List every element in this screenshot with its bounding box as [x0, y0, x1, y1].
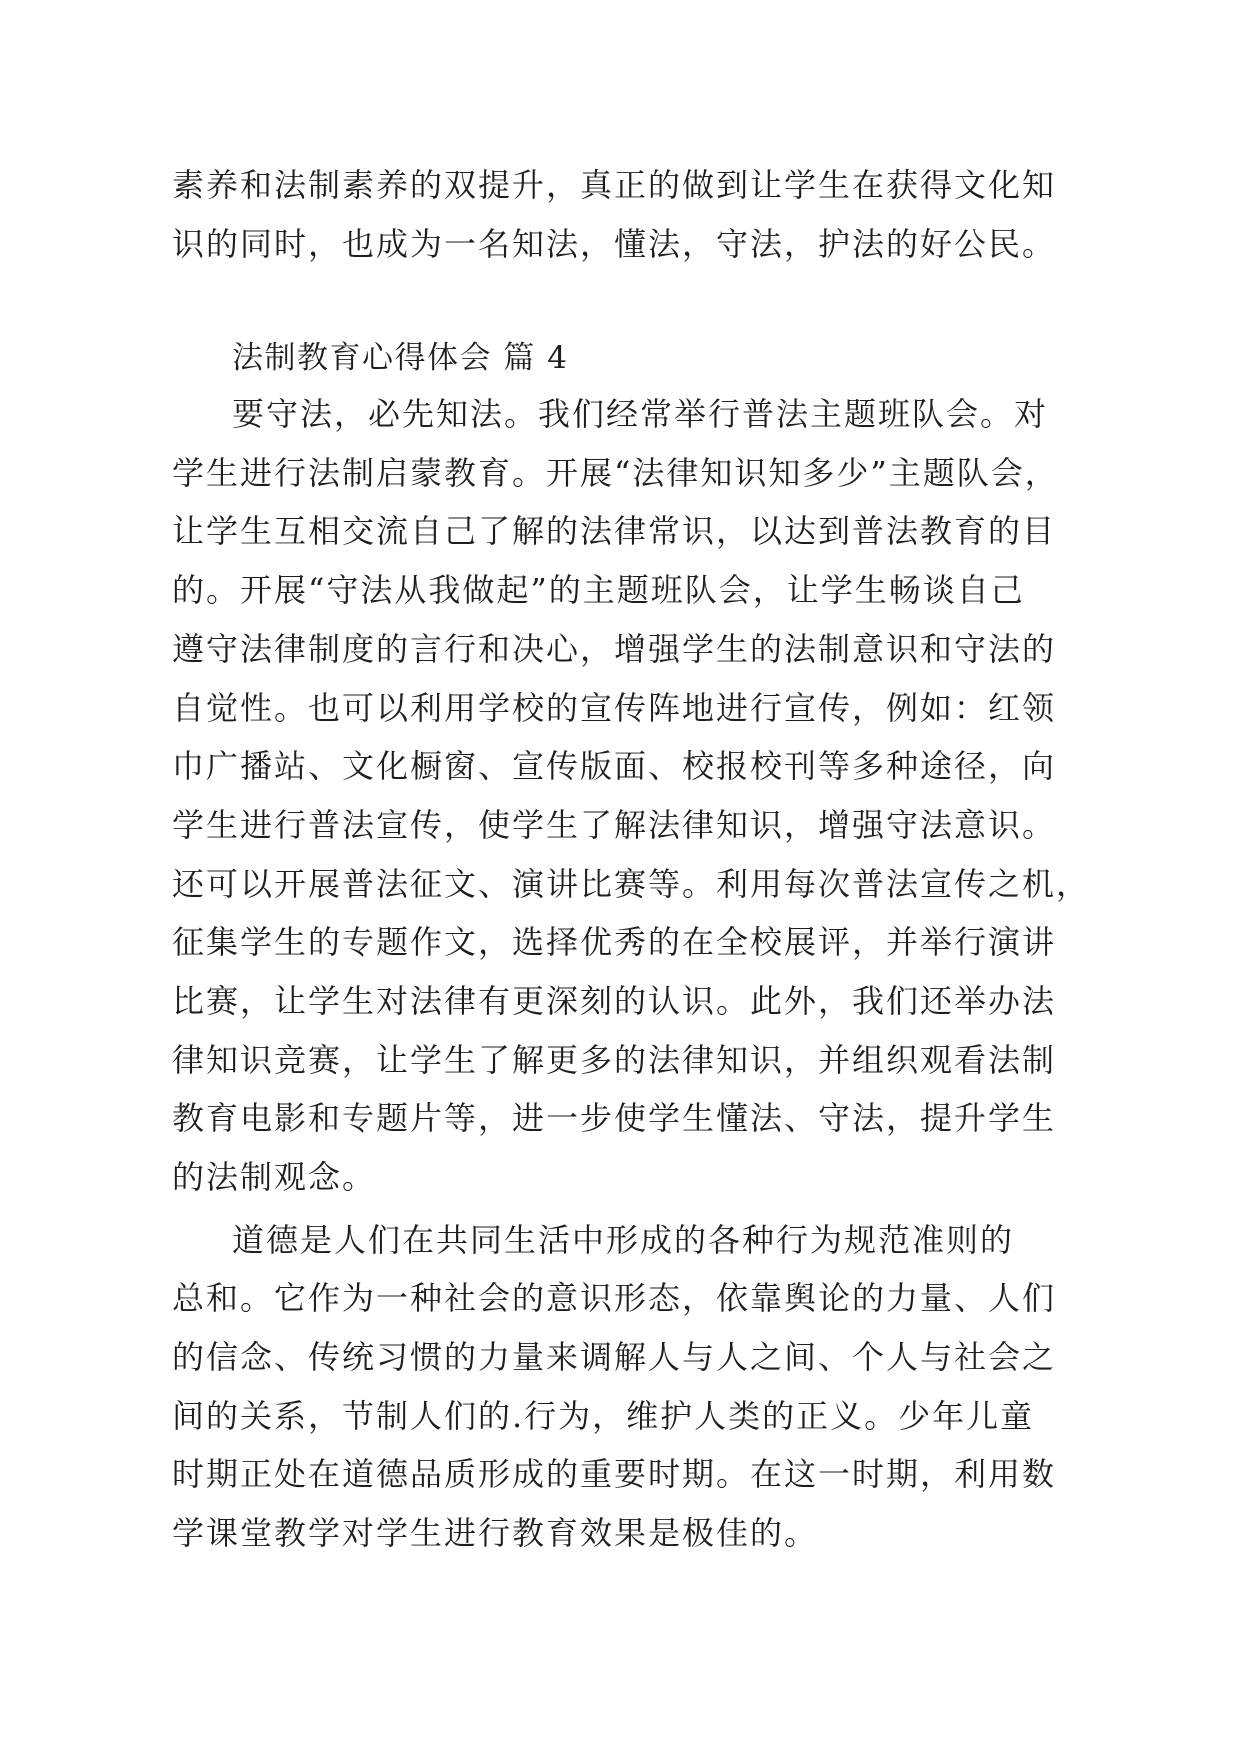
text-line: 还可以开展普法征文、演讲比赛等。利用每次普法宣传之机， — [172, 864, 1091, 903]
text-line: 律知识竞赛，让学生了解更多的法律知识，并组织观看法制 — [172, 1040, 1057, 1079]
text-line: 征集学生的专题作文，选择优秀的在全校展评，并举行演讲 — [172, 923, 1057, 962]
text-line: 时期正处在道德品质形成的重要时期。在这一时期，利用数 — [172, 1455, 1057, 1494]
document-page — [172, 156, 1172, 1563]
text-line: 的。开展“守法从我做起”的主题班队会，让学生畅谈自己 — [172, 571, 1025, 610]
text-line: 的法制观念。 — [172, 1158, 377, 1196]
text-line: 比赛，让学生对法律有更深刻的认识。此外，我们还举办法 — [172, 981, 1057, 1020]
text-line: 学生进行普法宣传，使学生了解法律知识，增强守法意识。 — [172, 805, 1057, 844]
paragraph — [172, 385, 1172, 1207]
text-line: 的信念、传统习惯的力量来调解人与人之间、个人与社会之 — [172, 1338, 1057, 1377]
text-line: 巾广播站、文化橱窗、宣传版面、校报校刊等多种途径，向 — [172, 747, 1057, 786]
text-line: 学课堂教学对学生进行教育效果是极佳的。 — [172, 1514, 819, 1553]
text-line: 识的同时，也成为一名知法，懂法，守法，护法的好公民。 — [172, 224, 1057, 263]
text-line: 教育电影和专题片等，进一步使学生懂法、守法，提升学生 — [172, 1099, 1057, 1138]
text-line: 道德是人们在共同生活中形成的各种行为规范准则的 — [232, 1220, 1015, 1259]
text-line: 要守法，必先知法。我们经常举行普法主题班队会。对 — [232, 395, 1049, 434]
blank-line — [172, 273, 1172, 332]
continuation-paragraph — [172, 156, 1172, 273]
text-line: 自觉性。也可以利用学校的宣传阵地进行宣传，例如：红领 — [172, 688, 1057, 727]
text-line: 总和。它作为一种社会的意识形态，依靠舆论的力量、人们 — [172, 1279, 1057, 1318]
text-line: 遵守法律制度的言行和决心，增强学生的法制意识和守法的 — [172, 629, 1057, 668]
text-line: 素养和法制素养的双提升，真正的做到让学生在获得文化知 — [172, 166, 1057, 204]
text-line: 间的关系，节制人们的.行为，维护人类的正义。少年儿童 — [172, 1396, 1035, 1435]
text-line: 学生进行法制启蒙教育。开展“法律知识知多少”主题队会， — [172, 453, 1059, 492]
section-heading: 法制教育心得体会 篇 4 — [232, 340, 569, 377]
paragraph — [172, 1211, 1172, 1563]
text-line: 让学生互相交流自己了解的法律常识，以达到普法教育的目 — [172, 512, 1057, 551]
